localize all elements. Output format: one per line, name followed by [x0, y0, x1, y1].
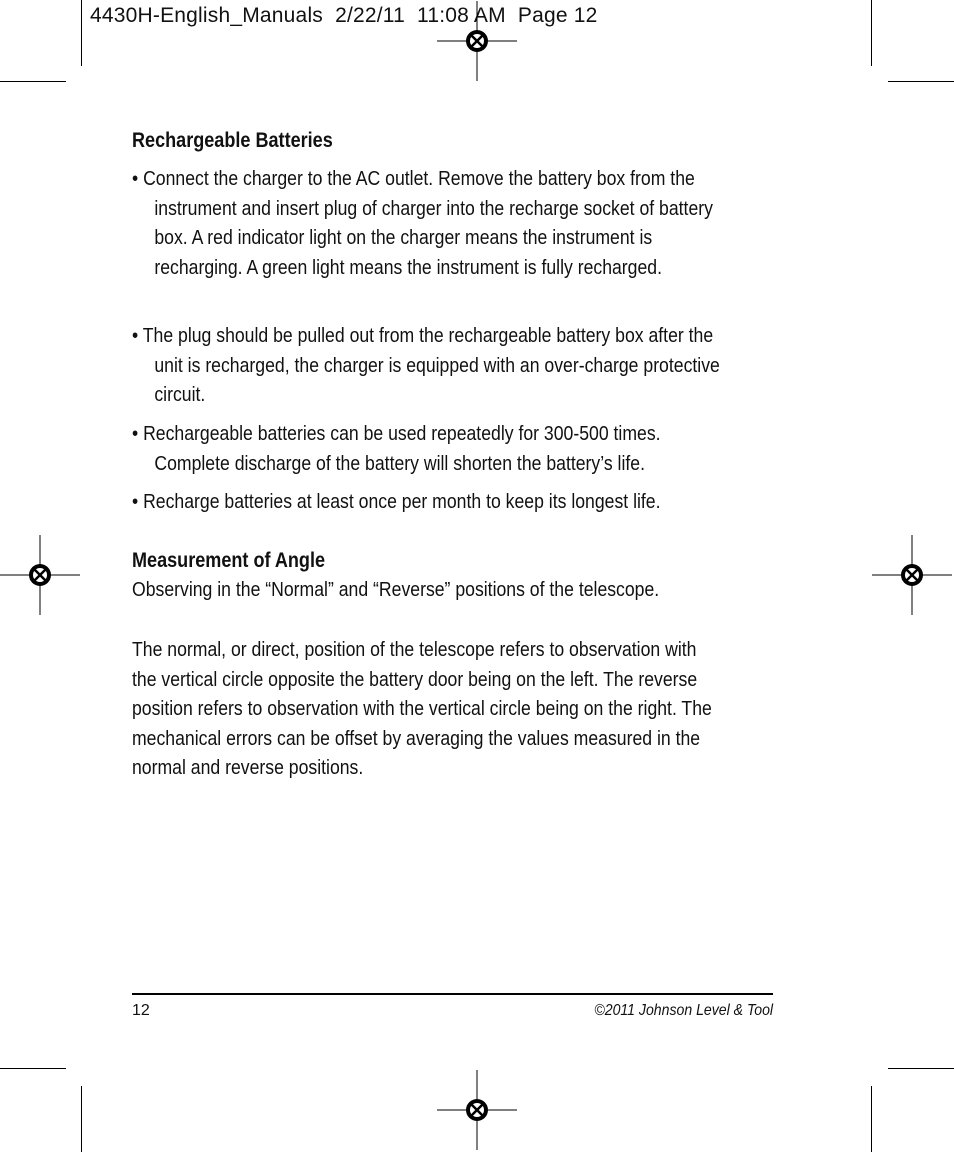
registration-mark-icon	[437, 1, 517, 81]
bullet-item: • Connect the charger to the AC outlet. Remove the battery box from the instrument and insert plug of charger into the recharge socket of battery box. A red indicator light on the charger means the instrument is recharging. A green light means the instrument is fully recharged.	[132, 167, 713, 279]
crop-mark-bottom-right	[871, 1086, 872, 1152]
crop-mark-bottom-left	[81, 1086, 82, 1152]
angle-body-paragraph: The normal, or direct, position of the telescope refers to observation with the vertical circle opposite the battery door being on the left. The reverse position refers to observation with the vertical circle being on the right. The mechanical errors can be offset by averaging the values measured in the normal and reverse positions.	[132, 638, 712, 780]
bullet-item: • The plug should be pulled out from the rechargeable battery box after the unit is recharged, the charger is equipped with an over-charge protective circuit.	[132, 324, 720, 407]
crop-mark-top-right-h	[888, 81, 954, 82]
registration-mark-icon	[872, 535, 952, 615]
crop-mark-top-right	[871, 0, 872, 66]
section-heading-measurement-of-angle: Measurement of Angle	[132, 549, 326, 572]
copyright-notice: ©2011 Johnson Level & Tool	[594, 1002, 773, 1019]
section-heading-rechargeable-batteries: Rechargeable Batteries	[132, 129, 333, 152]
registration-mark-icon	[437, 1070, 517, 1150]
bullet-item: • Rechargeable batteries can be used repeatedly for 300-500 times. Complete discharge of the battery will shorten the battery’s life.	[132, 422, 661, 475]
crop-mark-bottom-right-h	[888, 1068, 954, 1069]
crop-mark-bottom-left-h	[0, 1068, 66, 1069]
bullet-item: • Recharge batteries at least once per month to keep its longest life.	[132, 490, 661, 513]
footer-divider	[132, 993, 773, 995]
crop-mark-top-left-h	[0, 81, 66, 82]
print-slug-line: 4430H-English_Manuals 2/22/11 11:08 AM Page 12	[90, 4, 598, 27]
page-number: 12	[132, 1002, 150, 1019]
registration-mark-icon	[0, 535, 80, 615]
angle-intro-paragraph: Observing in the “Normal” and “Reverse” positions of the telescope.	[132, 578, 660, 601]
crop-mark-top-left	[81, 0, 82, 66]
